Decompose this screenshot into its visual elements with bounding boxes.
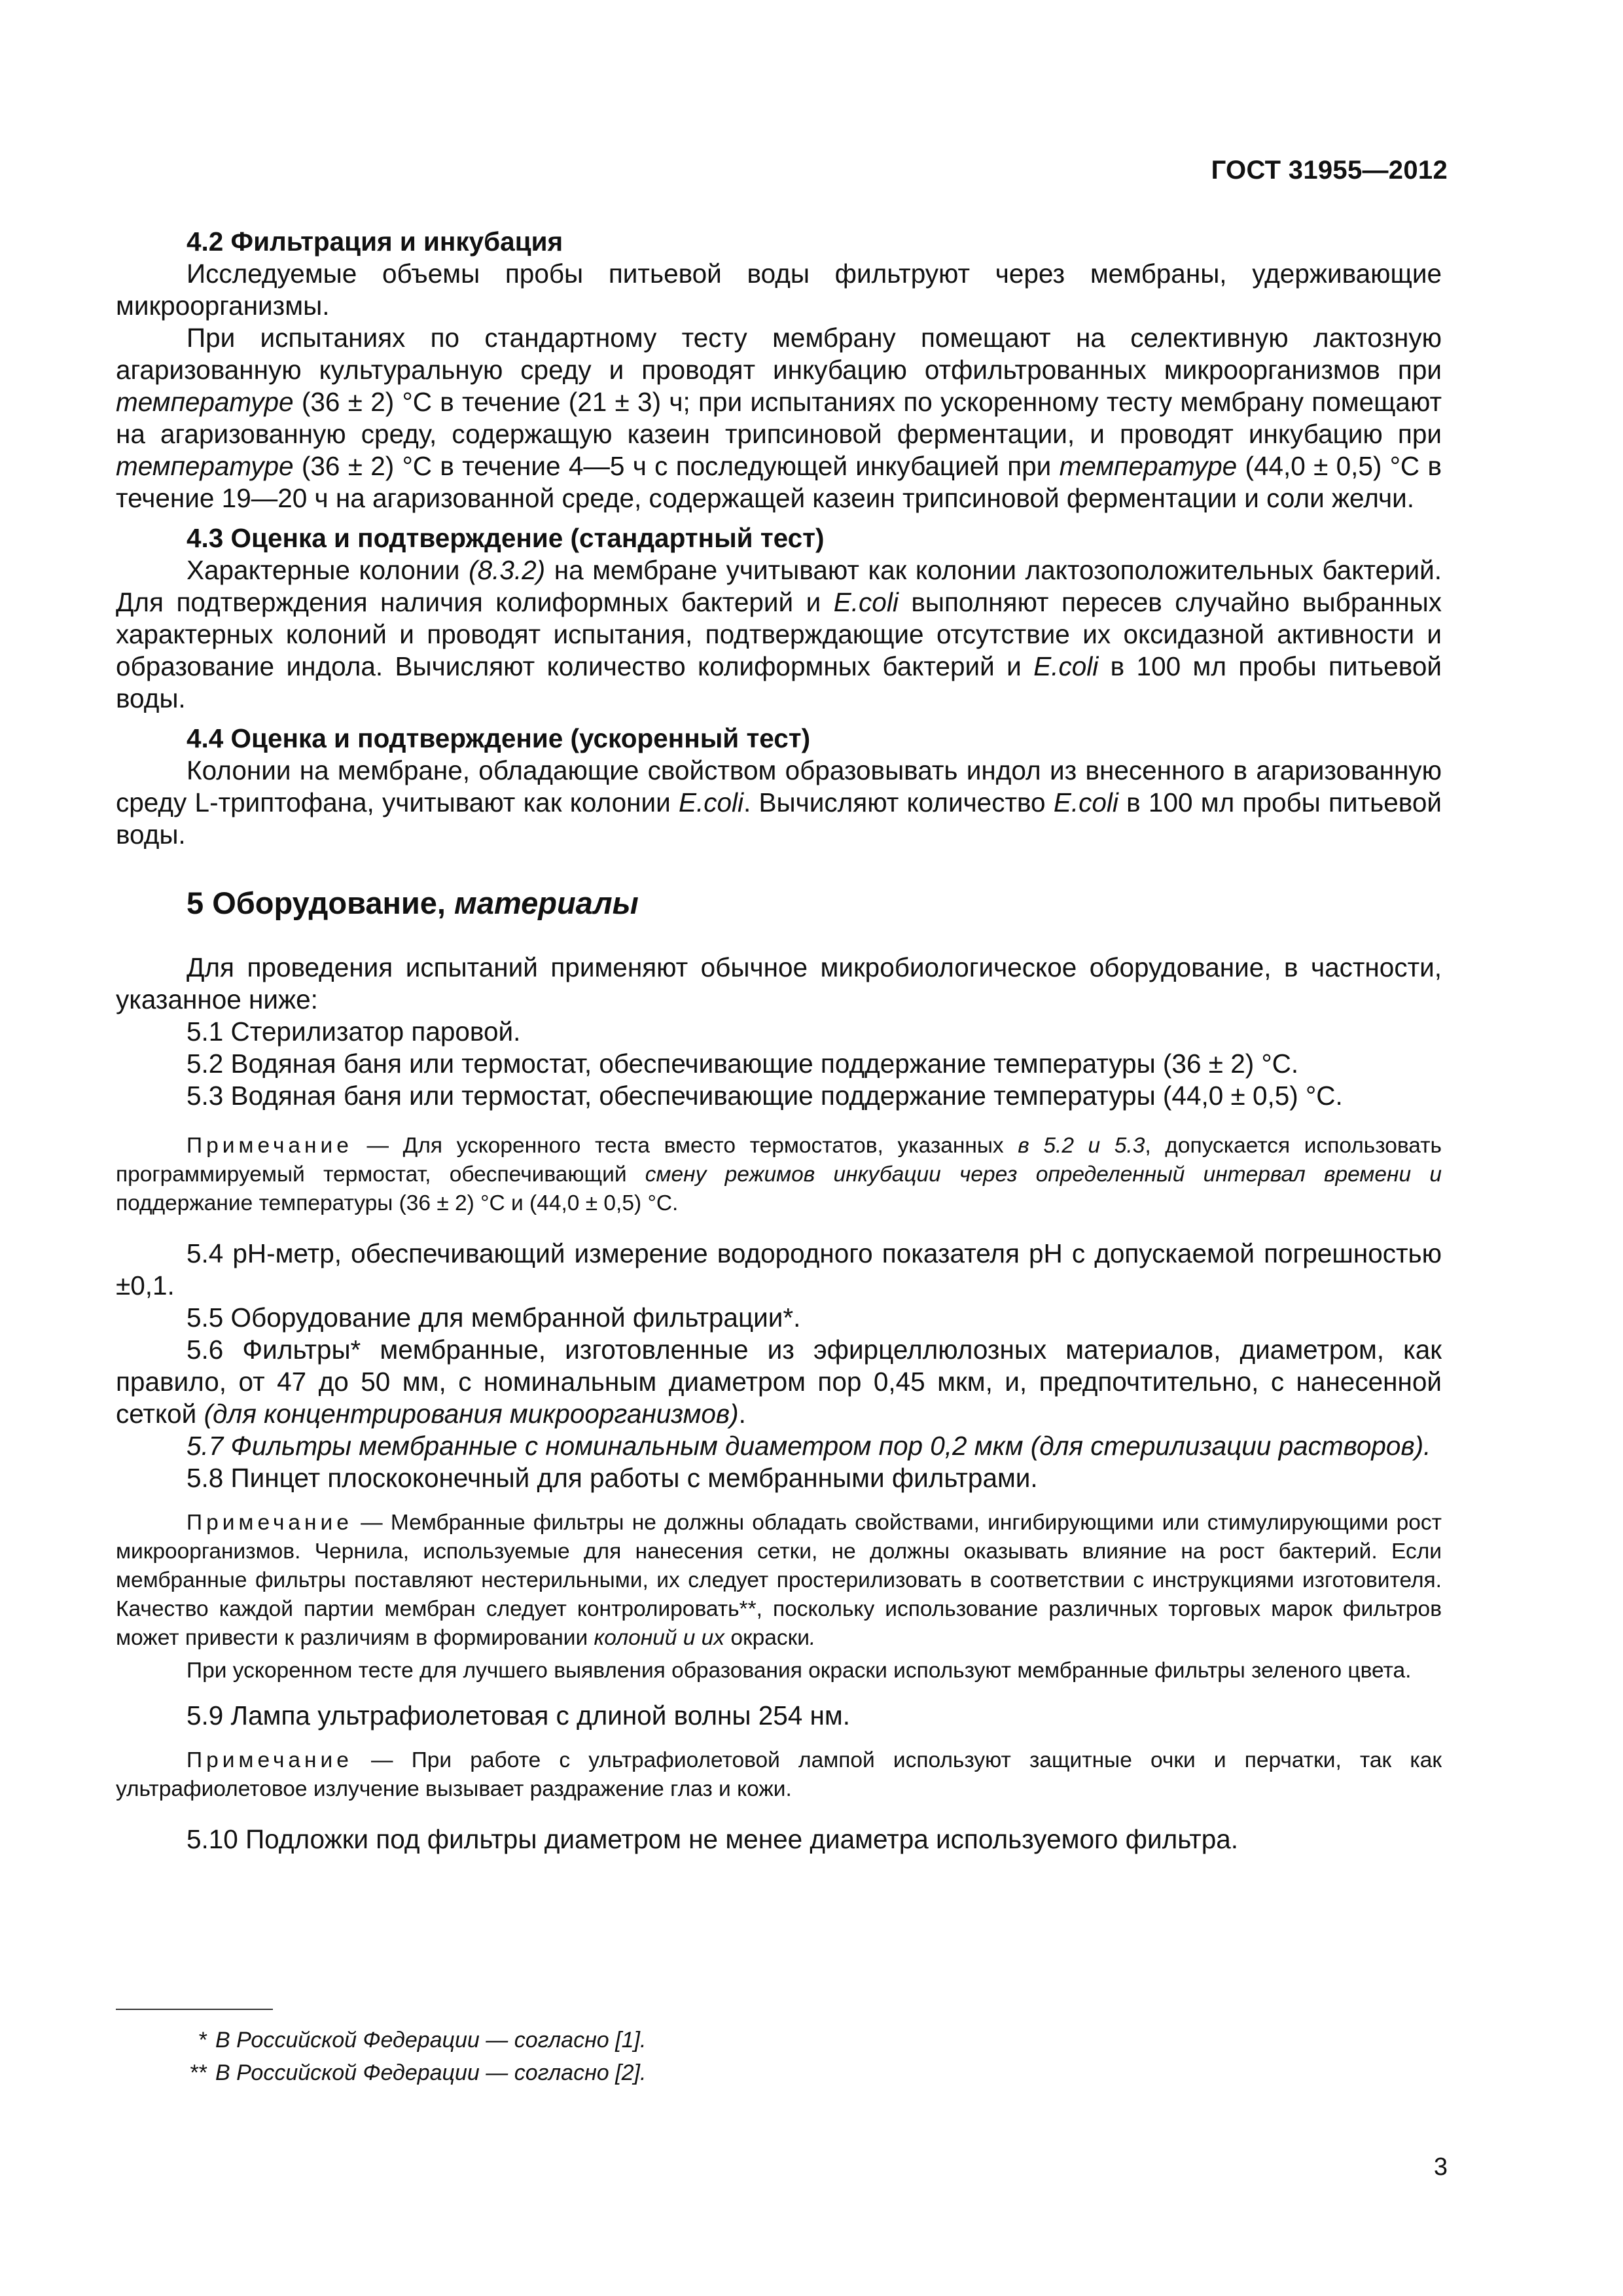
section-4-2-heading: 4.2 Фильтрация и инкубация bbox=[187, 226, 563, 257]
note-label: Примечание bbox=[187, 1134, 353, 1158]
item-5-9: 5.9 Лампа ультрафиолетовая с длиной волны 254 нм. bbox=[187, 1700, 851, 1731]
section-4-2-paragraph-1: Исследуемые объемы пробы питьевой воды фильтруют через мембраны, удерживающие микроорганизмы. bbox=[116, 259, 1442, 321]
note-1: Примечание — Для ускоренного теста вместо термостатов, указанных в 5.2 и 5.3, допускается использовать программируемый термостат, обеспечивающий смену режимов инкубации через определенный интервал времени и поддержание температуры (36 ± 2) °С и (44,0 ± 0,5) °С. bbox=[116, 1134, 1442, 1215]
section-5-heading: 5 Оборудование, материалы bbox=[187, 886, 639, 920]
note-label: Примечание bbox=[187, 1511, 353, 1535]
item-5-3: 5.3 Водяная баня или термостат, обеспечивающие поддержание температуры (44,0 ± 0,5) °С. bbox=[187, 1081, 1343, 1111]
note-2: Примечание — Мембранные фильтры не должны обладать свойствами, ингибирующими или стимулирующими рост микроорганизмов. Чернила, используемые для нанесения сетки, не должны оказывать влияние на рост бактерий. Если мембранные фильтры поставляют нестерильными, их следует простерилизовать в соответствии с инструкциями изготовителя. Качество каждой партии мембран следует контролировать**, поскольку использование различных торговых марок фильтров может привести к различиям в формировании колоний и их окраски. При ускоренном тесте для лучшего выявления образования окраски используют мембранные фильтры зеленого цвета. bbox=[116, 1509, 1442, 1685]
item-5-10: 5.10 Подложки под фильтры диаметром не менее диаметра используемого фильтра. bbox=[187, 1824, 1239, 1854]
item-5-4: 5.4 pH-метр, обеспечивающий измерение водородного показателя pH с допускаемой погрешностью ±0,1. bbox=[116, 1238, 1442, 1300]
item-5-2: 5.2 Водяная баня или термостат, обеспечивающие поддержание температуры (36 ± 2) °С. bbox=[187, 1049, 1299, 1079]
section-4-4-heading: 4.4 Оценка и подтверждение (ускоренный тест) bbox=[187, 723, 811, 753]
standard-number-header: ГОСТ 31955—2012 bbox=[1211, 156, 1448, 185]
footnote-2: ** В Российской Федерации — согласно [2]. bbox=[190, 2060, 647, 2085]
section-4-2-paragraph-2: При испытаниях по стандартному тесту мембрану помещают на селективную лактозную агаризованную культуральную среду и проводят инкубацию отфильтрованных микроорганизмов при температуре (36 ± 2) °С в течение (21 ± 3) ч; при испытаниях по ускоренному тесту мембрану помещают на агаризованную среду, содержащую казеин трипсиновой ферментации, и проводят инкубацию при температуре (36 ± 2) °С в течение 4—5 ч с последующей инкубацией при температуре (44,0 ± 0,5) °С в течение 19—20 ч на агаризованной среде, содержащей казеин трипсиновой ферментации и соли желчи. bbox=[116, 323, 1442, 513]
footnotes bbox=[116, 2024, 1097, 2089]
note-3: Примечание — При работе с ультрафиолетовой лампой используют защитные очки и перчатки, так как ультрафиолетовое излучение вызывает раздражение глаз и кожи. bbox=[116, 1748, 1442, 1801]
note-2-paragraph-2: При ускоренном тесте для лучшего выявления образования окраски используют мембранные фильтры зеленого цвета. bbox=[187, 1659, 1412, 1683]
note-label: Примечание bbox=[187, 1748, 353, 1772]
page-body bbox=[116, 226, 1442, 1856]
section-5-intro: Для проведения испытаний применяют обычное микробиологическое оборудование, в частности, указанное ниже: bbox=[116, 952, 1442, 1014]
item-5-6: 5.6 Фильтры* мембранные, изготовленные из эфирцеллюлозных материалов, диаметром, как правило, от 47 до 50 мм, с номинальным диаметром пор 0,45 мкм, и, предпочтительно, с нанесенной сеткой (для концентрирования микроорганизмов). bbox=[116, 1335, 1442, 1429]
item-5-5: 5.5 Оборудование для мембранной фильтрации*. bbox=[187, 1302, 801, 1333]
footnote-divider bbox=[116, 2009, 273, 2010]
section-4-4-paragraph: Колонии на мембране, обладающие свойством образовывать индол из внесенного в агаризованную среду L-триптофана, учитывают как колонии E.coli. Вычисляют количество E.coli в 100 мл пробы питьевой воды. bbox=[116, 755, 1442, 850]
item-5-8: 5.8 Пинцет плоскоконечный для работы с мембранными фильтрами. bbox=[187, 1463, 1038, 1493]
item-5-7: 5.7 Фильтры мембранные с номинальным диаметром пор 0,2 мкм (для стерилизации растворов). bbox=[187, 1431, 1431, 1461]
section-4-3-heading: 4.3 Оценка и подтверждение (стандартный тест) bbox=[187, 523, 825, 553]
item-5-1: 5.1 Стерилизатор паровой. bbox=[187, 1016, 521, 1047]
footnote-1: * В Российской Федерации — согласно [1]. bbox=[198, 2028, 647, 2053]
section-4-3-paragraph: Характерные колонии (8.3.2) на мембране учитывают как колонии лактозоположительных бактерий. Для подтверждения наличия колиформных бактерий и E.coli выполняют пересев случайно выбранных характерных колоний и проводят испытания, подтверждающие отсутствие их оксидазной активности и образование индола. Вычисляют количество колиформных бактерий и E.coli в 100 мл пробы питьевой воды. bbox=[116, 555, 1442, 713]
page-number: 3 bbox=[1433, 2153, 1448, 2181]
